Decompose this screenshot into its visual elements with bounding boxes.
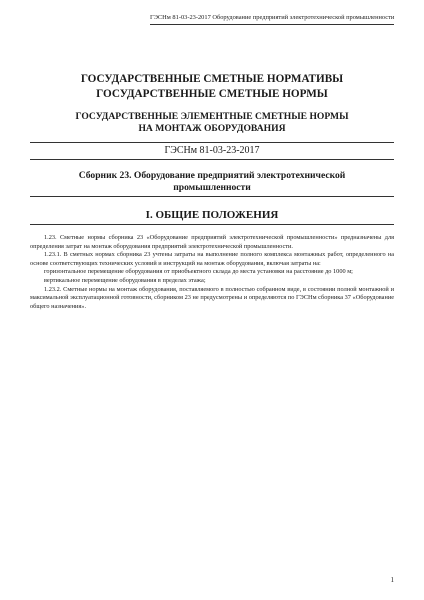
main-title-line-2: ГОСУДАРСТВЕННЫЕ СМЕТНЫЕ НОРМЫ <box>96 88 328 100</box>
sub-title-line-2: НА МОНТАЖ ОБОРУДОВАНИЯ <box>138 123 286 134</box>
collection-divider <box>30 196 394 197</box>
norm-code: ГЭСНм 81-03-23-2017 <box>30 142 394 160</box>
paragraph-1-23-2: 1.23.2. Сметные нормы на монтаж оборудования, поставляемого в полностью собранном виде, в состоянии полной монтажной и максимальной эксплуатационной готовности, сборником 23 не предусмотрены и определяются по ГЭСНм сборника 37 «Оборудование общего назначения». <box>30 285 394 310</box>
page-number: 1 <box>390 576 394 584</box>
sub-title-line-1: ГОСУДАРСТВЕННЫЕ ЭЛЕМЕНТНЫЕ СМЕТНЫЕ НОРМЫ <box>75 111 349 122</box>
collection-title <box>30 170 394 194</box>
running-header: ГЭСНм 81-03-23-2017 Оборудование предприятий электротехнической промышленности <box>150 14 394 25</box>
section-divider <box>30 224 394 225</box>
section-heading: I. ОБЩИЕ ПОЛОЖЕНИЯ <box>145 209 279 221</box>
paragraph-1-23: 1.23. Сметные нормы сборника 23 «Оборудование предприятий электротехнической промышленности» предназначены для определения затрат на монтаж оборудования предприятий электротехнической промышленности. <box>30 234 394 250</box>
title-block <box>30 72 394 225</box>
paragraph-vertical-transfer: вертикальное перемещение оборудования в пределах этажа; <box>44 276 206 284</box>
collection-title-line-1: Сборник 23. Оборудование предприятий электротехнической <box>78 170 346 181</box>
main-title <box>30 72 394 102</box>
body-text <box>30 234 394 311</box>
paragraph-horizontal-transfer: горизонтальное перемещение оборудования от приобъектного склада до места установки на расстояние до 1000 м; <box>44 268 353 276</box>
main-title-line-1: ГОСУДАРСТВЕННЫЕ СМЕТНЫЕ НОРМАТИВЫ <box>80 73 344 85</box>
sub-title <box>30 111 394 135</box>
collection-title-line-2: промышленности <box>173 182 251 193</box>
paragraph-1-23-1: 1.23.1. В сметных нормах сборника 23 учтены затраты на выполнение полного комплекса монтажных работ, определенного на основе соответствующих технических условий и инструкций на монтаж оборудования, включая затраты на: <box>30 251 394 267</box>
